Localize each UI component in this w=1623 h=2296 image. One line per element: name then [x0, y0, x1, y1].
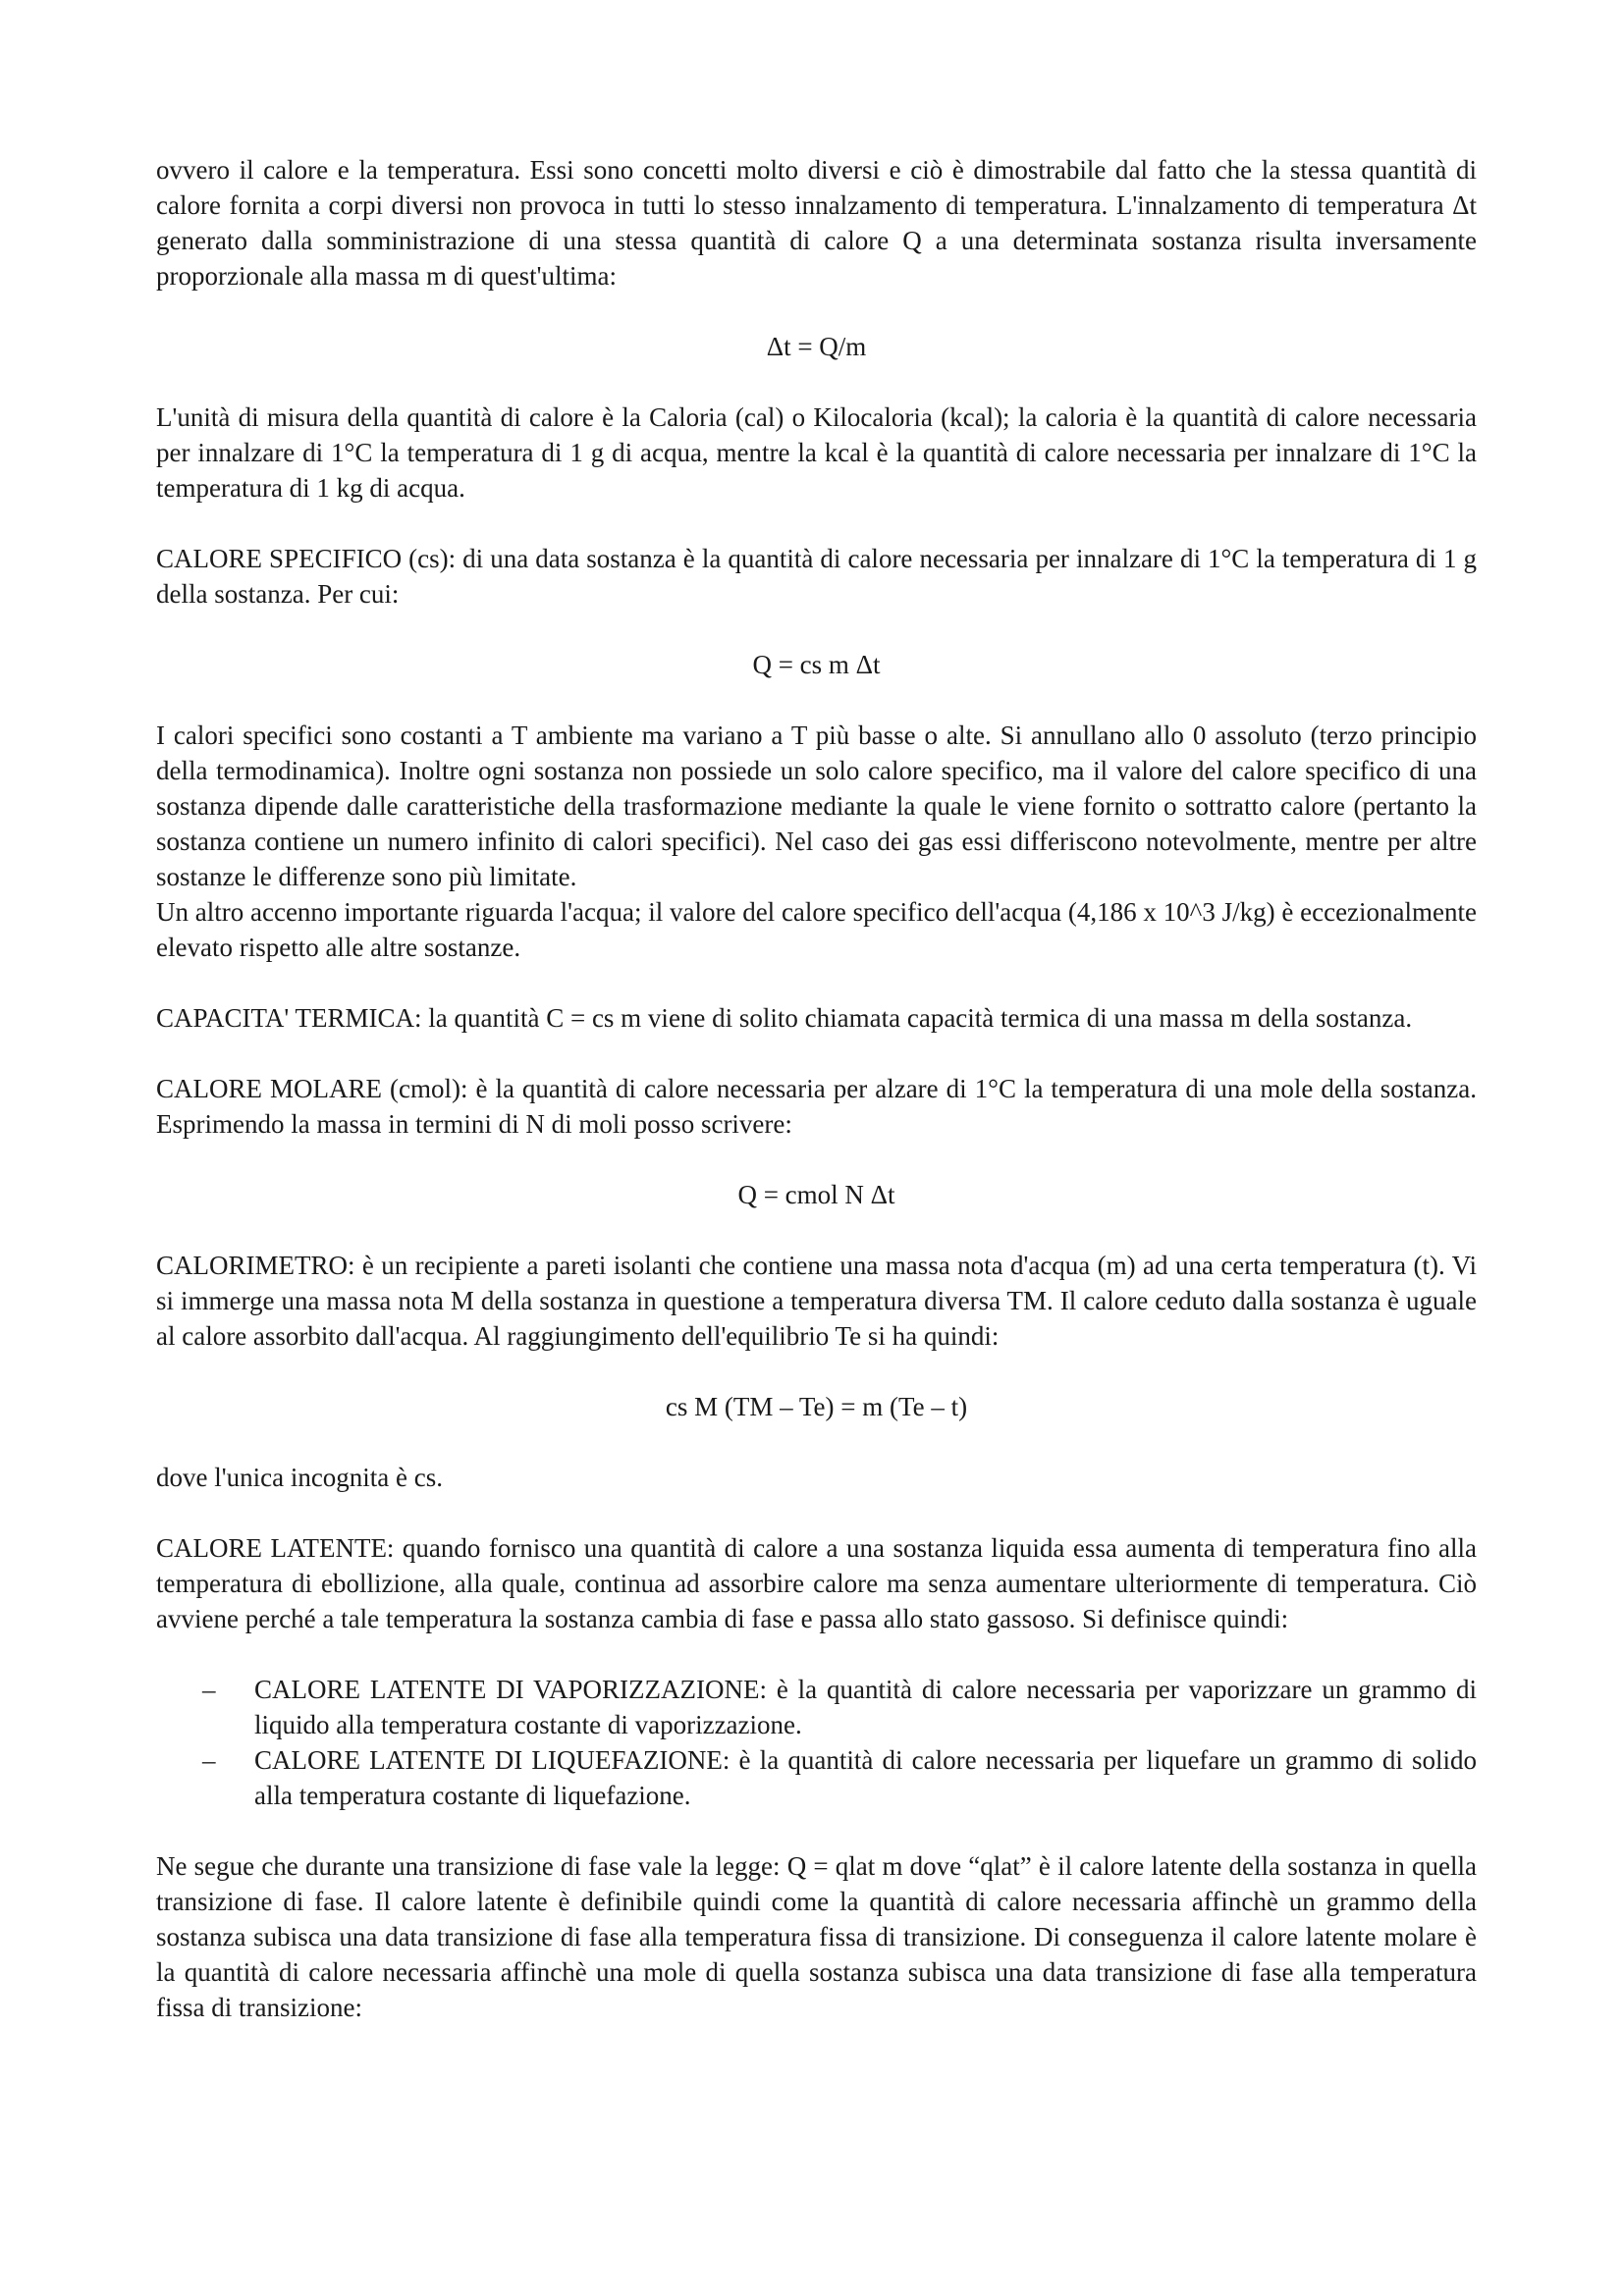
dash-bullet: –: [202, 1675, 216, 1704]
molar-heat-paragraph: CALORE MOLARE (cmol): è la quantità di calore necessaria per alzare di 1°C la temperatura di una mole della sostanza. Esprimendo la massa in termini di N di moli posso scrivere:: [156, 1074, 1477, 1139]
specific-heat-notes-paragraph: I calori specifici sono costanti a T ambiente ma variano a T più basse o alte. Si annullano allo 0 assoluto (terzo principio della termodinamica). Inoltre ogni sostanza non possiede un solo calore specifico, ma il valore del calore specifico di una sostanza dipende dalle caratteristiche della trasformazione mediante la quale le viene fornito o sottratto calore (pertanto la sostanza contiene un numero infinito di calori specifici). Nel caso dei gas essi differiscono notevolmente, mentre per altre sostanze le differenze sono più limitate.: [156, 721, 1477, 891]
dash-bullet: –: [202, 1745, 216, 1775]
formula-delta-t: Δt = Q/m: [766, 332, 867, 361]
specific-heat-paragraph: CALORE SPECIFICO (cs): di una data sostanza è la quantità di calore necessaria per innalzare di 1°C la temperatura di 1 g della sostanza. Per cui:: [156, 544, 1477, 609]
latent-heat-list: [156, 1672, 1477, 1813]
transition-paragraph: Ne segue che durante una transizione di fase vale la legge: Q = qlat m dove “qlat” è il calore latente della sostanza in quella transizione di fase. Il calore latente è definibile quindi come la quantità di calore necessaria affinchè un grammo della sostanza subisca una data transizione di fase alla temperatura fissa di transizione. Di conseguenza il calore latente molare è la quantità di calore necessaria affinchè una mole di quella sostanza subisca una data transizione di fase alla temperatura fissa di transizione:: [156, 1851, 1477, 2022]
intro-paragraph: ovvero il calore e la temperatura. Essi sono concetti molto diversi e ciò è dimostrabile dal fatto che la stessa quantità di calore fornita a corpi diversi non provoca in tutti lo stesso innalzamento di temperatura. L'innalzamento di temperatura Δt generato dalla somministrazione di una stessa quantità di calore Q a una determinata sostanza risulta inversamente proporzionale alla massa m di quest'ultima:: [156, 155, 1477, 291]
list-item: [202, 1672, 1477, 1742]
unit-paragraph: L'unità di misura della quantità di calore è la Caloria (cal) o Kilocaloria (kcal); la caloria è la quantità di calore necessaria per innalzare di 1°C la temperatura di 1 g di acqua, mentre la kcal è la quantità di calore necessaria per innalzare di 1°C la temperatura di 1 kg di acqua.: [156, 402, 1477, 503]
formula-calorimeter: cs M (TM – Te) = m (Te – t): [665, 1392, 968, 1421]
water-note-paragraph: Un altro accenno importante riguarda l'acqua; il valore del calore specifico dell'acqua (4,186 x 10^3 J/kg) è eccezionalmente elevato rispetto alle altre sostanze.: [156, 897, 1477, 962]
formula-molar-heat: Q = cmol N Δt: [737, 1180, 895, 1209]
calorimeter-paragraph: CALORIMETRO: è un recipiente a pareti isolanti che contiene una massa nota d'acqua (m) ad una certa temperatura (t). Vi si immerge una massa nota M della sostanza in questione a temperatura diversa TM. Il calore ceduto dalla sostanza è uguale al calore assorbito dall'acqua. Al raggiungimento dell'equilibrio Te si ha quindi:: [156, 1251, 1477, 1351]
latent-heat-paragraph: CALORE LATENTE: quando fornisco una quantità di calore a una sostanza liquida essa aumenta di temperatura fino alla temperatura di ebollizione, alla quale, continua ad assorbire calore ma senza aumentare ulteriormente di temperatura. Ciò avviene perché a tale temperatura la sostanza cambia di fase e passa allo stato gassoso. Si definisce quindi:: [156, 1533, 1477, 1633]
document-page: [156, 152, 1477, 2025]
unknown-note-paragraph: dove l'unica incognita è cs.: [156, 1463, 444, 1492]
list-item-text: CALORE LATENTE DI LIQUEFAZIONE: è la quantità di calore necessaria per liquefare un grammo di solido alla temperatura costante di liquefazione.: [254, 1745, 1477, 1810]
list-item-text: CALORE LATENTE DI VAPORIZZAZIONE: è la quantità di calore necessaria per vaporizzare un grammo di liquido alla temperatura costante di vaporizzazione.: [254, 1675, 1477, 1739]
thermal-capacity-paragraph: CAPACITA' TERMICA: la quantità C = cs m viene di solito chiamata capacità termica di una massa m della sostanza.: [156, 1003, 1413, 1033]
list-item: [202, 1742, 1477, 1813]
formula-specific-heat: Q = cs m Δt: [752, 650, 881, 679]
